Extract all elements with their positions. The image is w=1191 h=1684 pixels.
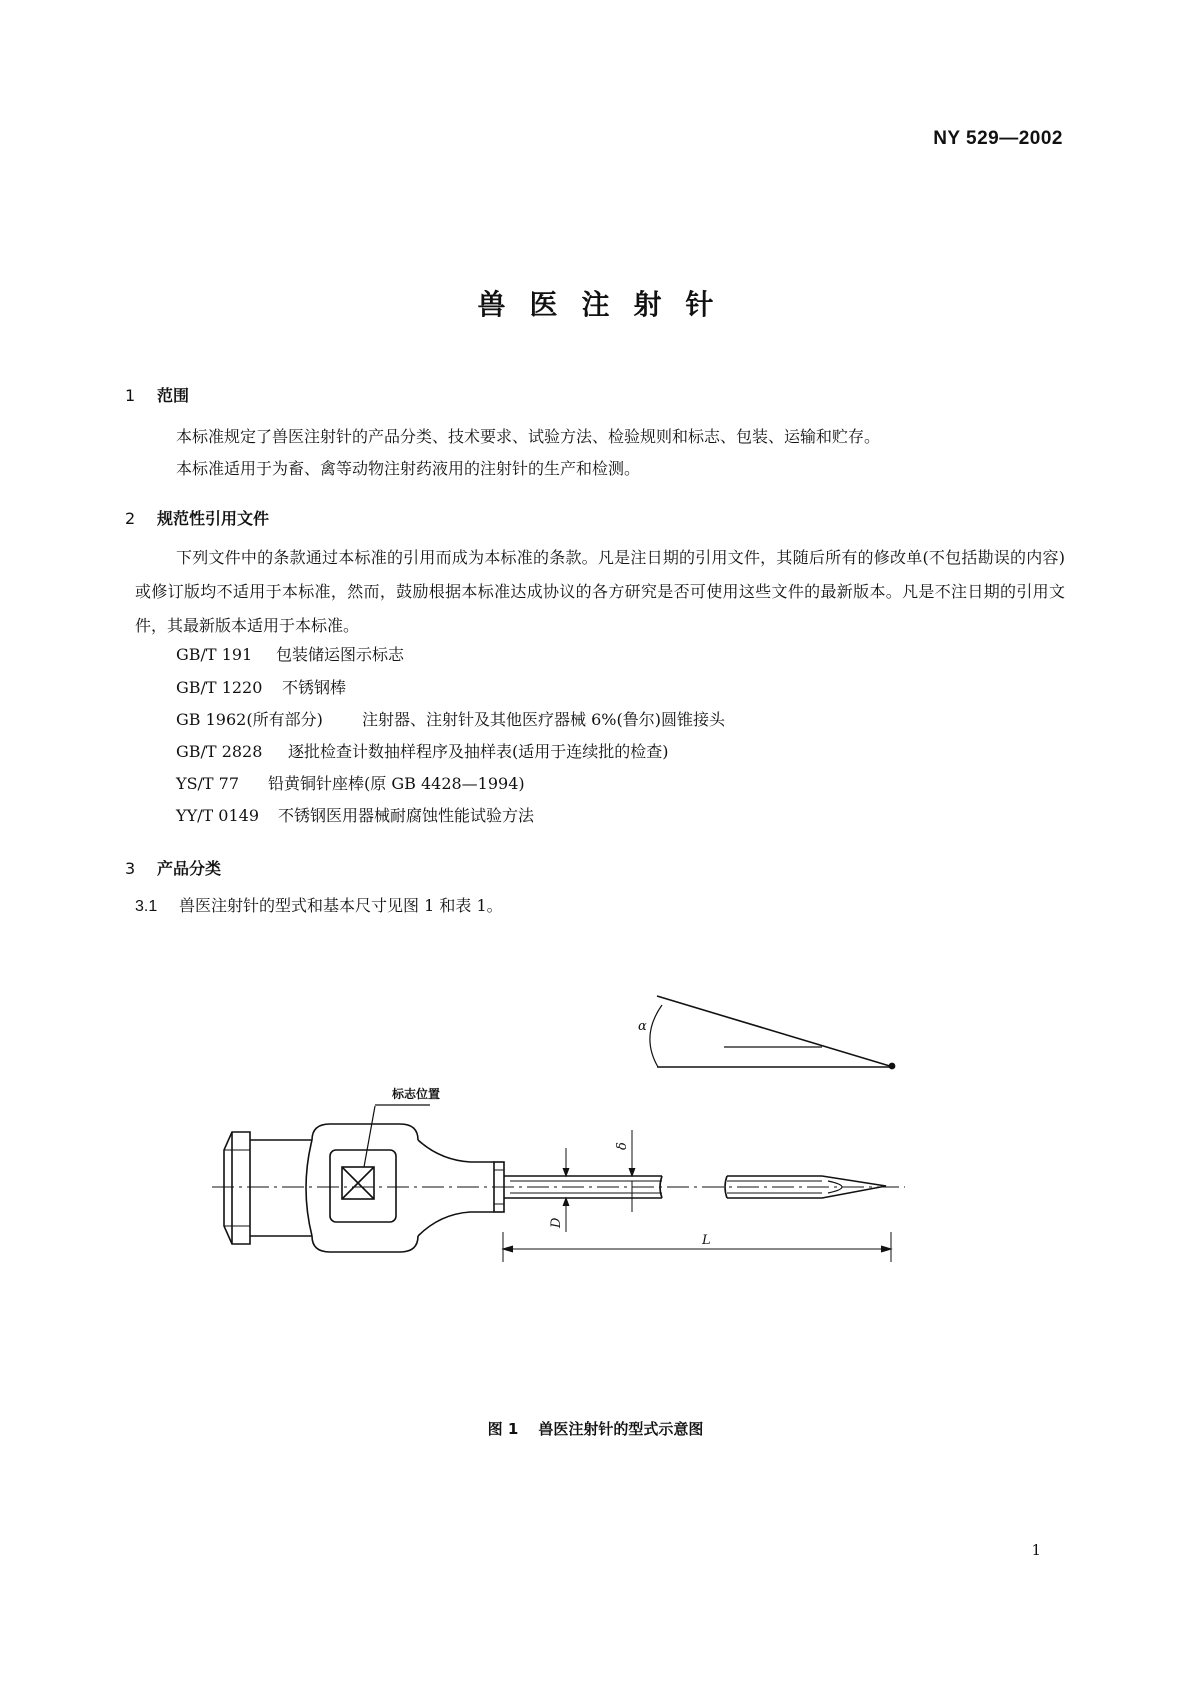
reference-title: 不锈钢医用器械耐腐蚀性能试验方法 xyxy=(278,806,535,825)
marking-position-label: 标志位置 xyxy=(392,1087,441,1101)
reference-item xyxy=(176,707,725,730)
section-title: 范围 xyxy=(157,386,190,405)
section-number: 3 xyxy=(125,859,136,878)
reference-code: YS/T 77 xyxy=(176,774,240,793)
bevel-angle-diagram xyxy=(650,996,895,1069)
section-3-heading xyxy=(125,856,221,879)
document-title: 兽医注射针 xyxy=(477,288,738,321)
figure-caption xyxy=(0,1418,1191,1439)
section-1-heading xyxy=(125,383,189,406)
reference-code: GB/T 2828 xyxy=(176,742,263,761)
reference-code: GB 1962(所有部分) xyxy=(176,710,323,729)
alpha-label: α xyxy=(638,1019,647,1034)
section-2-intro: 下列文件中的条款通过本标准的引用而成为本标准的条款。凡是注日期的引用文件，其随后所有的修改单(不包括勘误的内容)或修订版均不适用于本标准，然而，鼓励根据本标准达成协议的各方研究是否可使用这些文件的最新版本。凡是不注日期的引用文件，其最新版本适用于本标准。 xyxy=(135,548,1065,635)
reference-item xyxy=(176,803,534,826)
clause-3-1 xyxy=(135,893,503,916)
section-number: 2 xyxy=(125,509,136,528)
reference-title: 铅黄铜针座棒(原 GB 4428—1994) xyxy=(268,774,525,793)
reference-item xyxy=(176,675,346,698)
section-number: 1 xyxy=(125,386,136,405)
standard-code: NY 529—2002 xyxy=(933,128,1063,149)
diameter-label: D xyxy=(549,1217,564,1228)
section-title: 产品分类 xyxy=(157,859,222,878)
length-label: L xyxy=(702,1233,711,1248)
reference-item xyxy=(176,739,669,762)
section-2-heading xyxy=(125,506,269,529)
section-1-para-1: 本标准规定了兽医注射针的产品分类、技术要求、试验方法、检验规则和标志、包装、运输和贮存。 xyxy=(176,427,881,446)
reference-title: 包装储运图示标志 xyxy=(276,645,405,664)
section-1-para-2: 本标准适用于为畜、禽等动物注射药液用的注射针的生产和检测。 xyxy=(176,459,641,478)
section-title: 规范性引用文件 xyxy=(157,509,270,528)
reference-item xyxy=(176,642,404,665)
page-number: 1 xyxy=(1031,1541,1041,1559)
needle-figure xyxy=(0,960,1191,1290)
reference-code: GB/T 1220 xyxy=(176,678,263,697)
clause-number: 3.1 xyxy=(135,898,158,915)
reference-code: GB/T 191 xyxy=(176,645,253,664)
delta-label: δ xyxy=(615,1142,630,1150)
reference-title: 逐批检查计数抽样程序及抽样表(适用于连续批的检查) xyxy=(288,742,669,761)
reference-item xyxy=(176,771,525,794)
figure-number: 图 1 xyxy=(487,1420,519,1438)
reference-title: 注射器、注射针及其他医疗器械 6%(鲁尔)圆锥接头 xyxy=(362,710,725,729)
reference-title: 不锈钢棒 xyxy=(282,678,347,697)
figure-title: 兽医注射针的型式示意图 xyxy=(538,1420,704,1438)
reference-code: YY/T 0149 xyxy=(176,806,259,825)
clause-text: 兽医注射针的型式和基本尺寸见图 1 和表 1。 xyxy=(179,896,503,915)
